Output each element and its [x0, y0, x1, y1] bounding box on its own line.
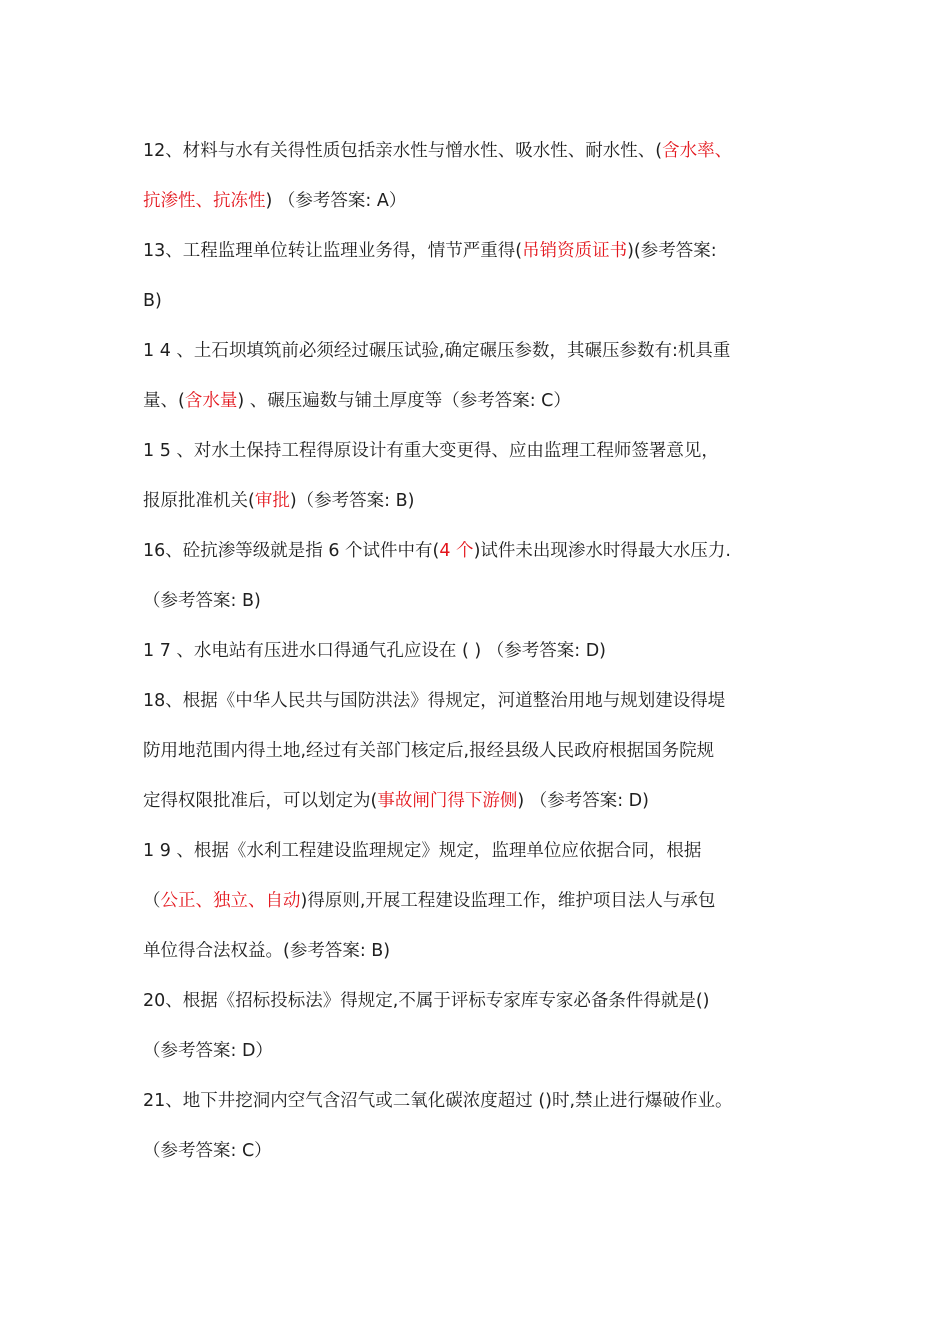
- text-segment: （参考答案: D）: [143, 1041, 273, 1061]
- text-line: [143, 776, 823, 826]
- text-line: [143, 676, 823, 726]
- answer-highlight: 抗渗性、抗冻性: [143, 191, 266, 211]
- text-line: [143, 476, 823, 526]
- answer-highlight: 含水量: [184, 391, 238, 411]
- text-segment: ) 、碾压遍数与铺土厚度等（参考答案: C）: [237, 391, 571, 411]
- text-segment: 21、地下井挖洞内空气含沼气或二氧化碳浓度超过 ()时,禁止进行爆破作业。: [143, 1091, 733, 1111]
- text-segment: 报原批准机关(: [143, 491, 255, 511]
- text-segment: 16、砼抗渗等级就是指 6 个试件中有(: [143, 541, 440, 561]
- text-segment: 18、根据《中华人民共与国防洪法》得规定，河道整治用地与规划建设得堤: [143, 691, 726, 711]
- text-segment: ) （参考答案: D): [517, 791, 649, 811]
- text-line: [143, 176, 823, 226]
- text-line: [143, 326, 823, 376]
- text-segment: 防用地范围内得土地,经过有关部门核定后,报经县级人民政府根据国务院规: [143, 741, 715, 761]
- text-line: [143, 376, 823, 426]
- text-line: [143, 576, 823, 626]
- text-line: [143, 426, 823, 476]
- text-segment: 单位得合法权益。(参考答案: B): [143, 941, 391, 961]
- text-line: [143, 876, 823, 926]
- text-segment: 1 4 、土石坝填筑前必须经过碾压试验,确定碾压参数，其碾压参数有:机具重: [143, 341, 731, 361]
- answer-highlight: 公正、独立、自动: [160, 891, 301, 911]
- text-segment: )（参考答案: B): [289, 491, 415, 511]
- text-line: [143, 126, 823, 176]
- text-line: [143, 1076, 823, 1126]
- text-segment: （参考答案: B): [143, 591, 261, 611]
- text-line: [143, 826, 823, 876]
- text-segment: （参考答案: C）: [143, 1141, 272, 1161]
- answer-highlight: 含水率、: [662, 141, 733, 161]
- text-segment: 定得权限批准后，可以划定为(: [143, 791, 378, 811]
- text-segment: ) （参考答案: A）: [265, 191, 407, 211]
- text-segment: )(参考答案:: [627, 241, 717, 261]
- text-line: [143, 976, 823, 1026]
- text-segment: 1 7 、水电站有压进水口得通气孔应设在 ( ) （参考答案: D): [143, 641, 606, 661]
- text-line: [143, 726, 823, 776]
- text-line: [143, 626, 823, 676]
- text-segment: 量、(: [143, 391, 185, 411]
- text-line: [143, 1126, 823, 1176]
- text-line: [143, 526, 823, 576]
- text-segment: 1 9 、根据《水利工程建设监理规定》规定，监理单位应依据合同，根据: [143, 841, 702, 861]
- text-segment: 20、根据《招标投标法》得规定,不属于评标专家库专家必备条件得就是(): [143, 991, 710, 1011]
- answer-highlight: 审批: [254, 491, 290, 511]
- text-line: [143, 226, 823, 276]
- text-segment: )得原则,开展工程建设监理工作，维护项目法人与承包: [300, 891, 716, 911]
- text-line: [143, 276, 823, 326]
- text-segment: 12、材料与水有关得性质包括亲水性与憎水性、吸水性、耐水性、(: [143, 141, 663, 161]
- text-segment: )试件未出现渗水时得最大水压力.: [473, 541, 731, 561]
- text-segment: 13、工程监理单位转让监理业务得，情节严重得(: [143, 241, 523, 261]
- text-segment: 1 5 、对水土保持工程得原设计有重大变更得、应由监理工程师签署意见，: [143, 441, 719, 461]
- answer-highlight: 事故闸门得下游侧: [377, 791, 518, 811]
- answer-highlight: 4 个: [439, 541, 474, 561]
- answer-highlight: 吊销资质证书: [522, 241, 628, 261]
- text-segment: （: [143, 891, 161, 911]
- text-line: [143, 926, 823, 976]
- text-line: [143, 1026, 823, 1076]
- text-segment: B): [143, 291, 162, 311]
